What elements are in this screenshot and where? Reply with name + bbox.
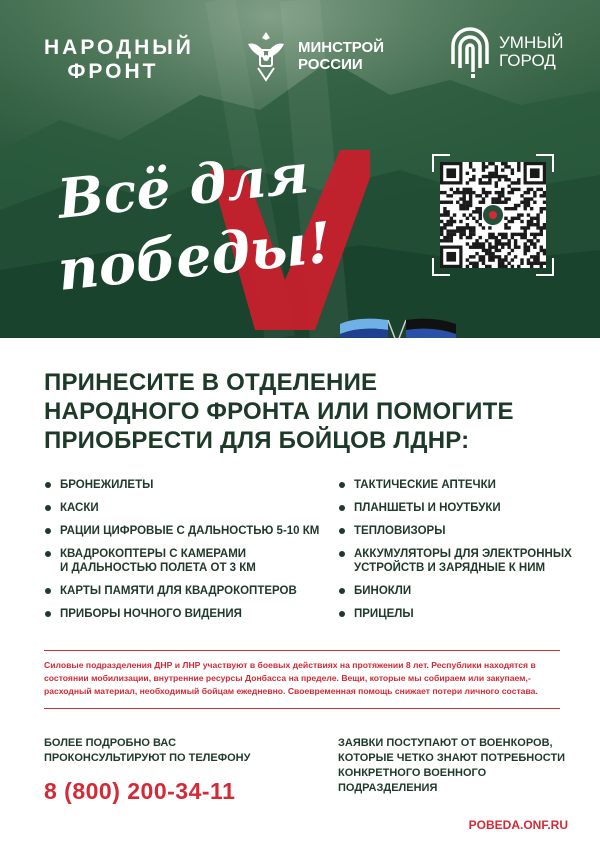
minstroy-logo [240,28,384,84]
headline-line-1: ПРИНЕСИТЕ В ОТДЕЛЕНИЕ [44,369,378,396]
list-item: ПРИБОРЫ НОЧНОГО ВИДЕНИЯ [44,607,334,621]
narodny-front-logo [44,36,194,84]
list-item: БИНОКЛИ [338,584,578,598]
contact-site-block [338,736,568,833]
front-logo-line-2: ФРОНТ [67,60,159,83]
headline [44,368,564,455]
list-item: КВАДРОКОПТЕРЫ С КАМЕРАМИ И ДАЛЬНОСТЬЮ ПОЛЕТА ОТ 3 КМ [44,547,334,575]
svg-text:победы!: победы! [54,209,335,304]
city-logo-line-2: ГОРОД [499,51,556,70]
city-logo-line-1: УМНЫЙ [499,33,564,52]
umny-gorod-logo-text [499,34,564,70]
front-logo-line-1: НАРОДНЫЙ [44,36,194,59]
lnr-flag-icon [340,319,388,338]
svg-text:Всё для: Всё для [54,140,312,231]
minstroy-logo-text [298,39,384,73]
list-item: ТАКТИЧЕСКИЕ АПТЕЧКИ [338,478,578,492]
dnr-flag-icon [406,319,456,338]
list-item: КАСКИ [44,501,334,515]
umny-gorod-logo [447,24,564,80]
eagle-emblem-icon [240,28,292,84]
flags-illustration [338,312,458,338]
contact-left-line-2: ПРОКОНСУЛЬТИРУЮТ ПО ТЕЛЕФОНУ [44,752,251,764]
list-item: РАЦИИ ЦИФРОВЫЕ С ДАЛЬНОСТЬЮ 5-10 КМ [44,524,334,538]
minstroy-line-2: РОССИИ [298,56,363,73]
phone-number-link[interactable]: 8 (800) 200-34-11 [44,778,236,804]
list-item: КАРТЫ ПАМЯТИ ДЛЯ КВАДРОКОПТЕРОВ [44,584,334,598]
hero-banner [0,0,600,338]
contact-phone-block [44,736,251,804]
contact-left-line-1: БОЛЕЕ ПОДРОБНО ВАС [44,737,177,749]
smart-city-mark-icon [447,24,493,80]
list-item: ПРИЦЕЛЫ [338,607,578,621]
headline-line-2: НАРОДНОГО ФРОНТА ИЛИ ПОМОГИТЕ [44,398,514,425]
contact-right-line-1: ЗАЯВКИ ПОСТУПАЮТ ОТ ВОЕНКОРОВ, [338,737,553,749]
items-list-left [44,478,334,630]
qr-code-icon[interactable] [440,162,546,268]
list-item: ТЕПЛОВИЗОРЫ [338,524,578,538]
contact-right-line-2: КОТОРЫЕ ЧЕТКО ЗНАЮТ ПОТРЕБНОСТИ [338,752,566,764]
website-link[interactable]: POBEDA.ONF.RU [468,818,568,832]
contact-right-line-3: КОНКРЕТНОГО ВОЕННОГО ПОДРАЗДЕЛЕНИЯ [338,767,487,794]
qr-code-frame[interactable] [432,154,554,276]
list-item: ПЛАНШЕТЫ И НОУТБУКИ [338,501,578,515]
items-list-right [338,478,578,630]
list-item: БРОНЕЖИЛЕТЫ [44,478,334,492]
headline-line-3: ПРИОБРЕСТИ ДЛЯ БОЙЦОВ ЛДНР: [44,427,470,454]
slogan-lettering [40,130,370,330]
notice-text: Силовые подразделения ДНР и ЛНР участвуют в боевых действиях на протяжении 8 лет. Республики находятся в состоянии мобилизации, внутренние ресурсы Донбасса на пределе. Вещи, которые мы собираем или закупаем,- расходный материал, необходимый бойцам ежедневно. Своевременная помощь снижает потери личного состава. [44,650,560,709]
list-item: АККУМУЛЯТОРЫ ДЛЯ ЭЛЕКТРОННЫХ УСТРОЙСТВ И ЗАРЯДНЫЕ К НИМ [338,547,578,575]
minstroy-line-1: МИНСТРОЙ [298,39,384,56]
